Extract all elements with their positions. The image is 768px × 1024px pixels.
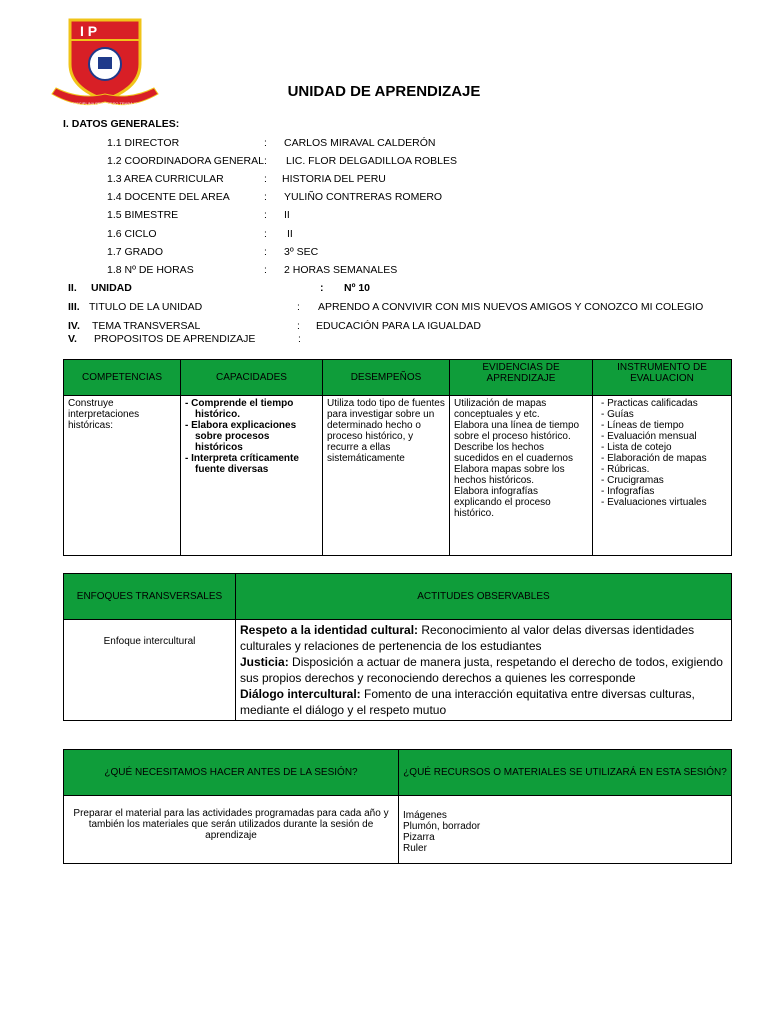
datos-label: 1.7 GRADO <box>107 246 164 258</box>
header-enfoques: ENFOQUES TRANSVERSALES <box>64 574 236 620</box>
section-num: IV. <box>68 320 80 332</box>
cell-competencia: Construye interpretaciones históricas: <box>64 396 181 556</box>
list-item: - Elabora explicaciones sobre procesos históricos <box>185 420 318 453</box>
list-item: - Guías <box>597 409 727 420</box>
datos-label: 1.6 CICLO <box>107 228 157 240</box>
section-titulo <box>68 301 718 315</box>
section-colon: : <box>320 282 324 294</box>
datos-label: 1.2 COORDINADORA GENERAL <box>107 155 264 167</box>
datos-label: 1.4 DOCENTE DEL AREA <box>107 191 230 203</box>
section-colon: : <box>297 320 300 332</box>
section-num: II. <box>68 282 77 294</box>
list-item: - Lista de cotejo <box>597 442 727 453</box>
datos-row <box>107 191 707 205</box>
actitud-item <box>240 686 727 718</box>
section-num: III. <box>68 301 80 313</box>
header-instrumento: INSTRUMENTO DE EVALUACION <box>593 360 732 396</box>
actitud-term: Respeto a la identidad cultural: <box>240 623 419 637</box>
list-item: - Infografías <box>597 486 727 497</box>
logo-letters: I P <box>80 23 98 39</box>
list-item: - Practicas calificadas <box>597 398 727 409</box>
datos-value: II <box>284 209 290 221</box>
logo-motto: DISCIPLINA PROGRESO TRABAJO <box>72 101 138 106</box>
actitud-term: Justicia: <box>240 655 289 669</box>
datos-value: 3º SEC <box>284 246 319 258</box>
cell-capacidades <box>181 396 323 556</box>
datos-value: YULIÑO CONTRERAS ROMERO <box>284 191 443 203</box>
datos-colon: : <box>264 191 267 203</box>
datos-row <box>107 228 707 242</box>
header-antes: ¿QUÉ NECESITAMOS HACER ANTES DE LA SESIÓN? <box>64 750 399 796</box>
cell-evidencias <box>450 396 593 556</box>
datos-row <box>107 173 707 187</box>
section-value: Nº 10 <box>344 282 371 294</box>
actitud-text: Fomento de una interacción equitativa entre diversas culturas, mediante el diálogo y el respeto mutuo <box>240 687 695 717</box>
section-colon: : <box>297 301 300 313</box>
list-item: Elabora infografías explicando el proceso histórico. <box>454 486 551 519</box>
datos-value: LIC. FLOR DELGADILLOA ROBLES <box>286 155 457 167</box>
sesion-table <box>63 749 732 864</box>
list-item: - Evaluación mensual <box>597 431 727 442</box>
enfoques-table <box>63 573 732 721</box>
section-value: EDUCACIÓN PARA LA IGUALDAD <box>316 320 481 332</box>
list-item: - Líneas de tiempo <box>597 420 727 431</box>
list-item: Ruler <box>403 843 427 854</box>
actitud-term: Diálogo intercultural: <box>240 687 361 701</box>
section-value: APRENDO A CONVIVIR CON MIS NUEVOS AMIGOS Y CONOZCO MI COLEGIO <box>318 301 704 313</box>
section-label: PROPOSITOS DE APRENDIZAJE <box>94 333 256 345</box>
section-tema <box>68 320 718 334</box>
datos-colon: : <box>264 228 267 240</box>
list-item: - Comprende el tiempo histórico. <box>185 398 318 420</box>
actitud-text: Disposición a actuar de manera justa, respetando el derecho de todos, exigiendo sus propios derechos y reconociendo derechos a quienes les corresponde <box>240 655 723 685</box>
cell-enfoque: Enfoque intercultural <box>64 620 236 721</box>
header-capacidades: CAPACIDADES <box>181 360 323 396</box>
datos-row <box>107 137 707 151</box>
datos-value: II <box>287 228 293 240</box>
datos-colon: : <box>264 137 267 149</box>
list-item: Describe los hechos sucedidos en el cuadernos <box>454 442 573 464</box>
list-item: Elabora mapas sobre los hechos históricos. <box>454 464 565 486</box>
datos-value: CARLOS MIRAVAL CALDERÓN <box>284 137 436 149</box>
datos-label: 1.1 DIRECTOR <box>107 137 180 149</box>
propositos-table <box>63 359 732 556</box>
datos-row <box>107 264 707 278</box>
header-evidencias: EVIDENCIAS DE APRENDIZAJE <box>450 360 593 396</box>
list-item: - Crucigramas <box>597 475 727 486</box>
datos-colon: : <box>264 209 267 221</box>
list-item: Utilización de mapas conceptuales y etc. <box>454 398 547 420</box>
list-item: Plumón, borrador <box>403 821 481 832</box>
header-actitudes: ACTITUDES OBSERVABLES <box>236 574 732 620</box>
list-item: Imágenes <box>403 810 447 821</box>
list-item: Pizarra <box>403 832 435 843</box>
section-colon: : <box>298 333 301 345</box>
datos-row <box>107 155 707 169</box>
datos-row <box>107 209 707 223</box>
section-label: TEMA TRANSVERSAL <box>92 320 201 332</box>
datos-value: 2 HORAS SEMANALES <box>284 264 398 276</box>
list-item: - Interpreta críticamente fuente diversas <box>185 453 318 475</box>
header-desempenos: DESEMPEÑOS <box>323 360 450 396</box>
datos-colon: : <box>264 155 267 167</box>
list-item: - Rúbricas. <box>597 464 727 475</box>
datos-colon: : <box>264 246 267 258</box>
cell-antes: Preparar el material para las actividades programadas para cada año y también los materiales que serán utilizados durante la sesión de aprendizaje <box>64 796 399 864</box>
datos-label: 1.8 Nº DE HORAS <box>107 264 194 276</box>
cell-instrumentos <box>593 396 732 556</box>
datos-heading: I. DATOS GENERALES: <box>63 118 180 130</box>
section-label: UNIDAD <box>91 282 132 294</box>
section-unidad <box>68 282 718 296</box>
section-propositos <box>68 333 718 347</box>
page-title: UNIDAD DE APRENDIZAJE <box>287 83 481 100</box>
datos-label: 1.5 BIMESTRE <box>107 209 179 221</box>
datos-label: 1.3 AREA CURRICULAR <box>107 173 224 185</box>
datos-row <box>107 246 707 260</box>
list-item: - Elaboración de mapas <box>597 453 727 464</box>
datos-colon: : <box>264 173 267 185</box>
actitud-text: Reconocimiento al valor delas diversas identidades culturales y relaciones de pertenencia de los estudiantes <box>240 623 695 653</box>
actitud-item <box>240 654 727 686</box>
list-item: - Evaluaciones virtuales <box>597 497 727 508</box>
list-item: Elabora una línea de tiempo sobre el proceso histórico. <box>454 420 580 442</box>
header-competencias: COMPETENCIAS <box>64 360 181 396</box>
cell-actitudes <box>236 620 732 721</box>
cell-desempeno: Utiliza todo tipo de fuentes para investigar sobre un determinado hecho o proceso histórico, y recurre a ellas sistemáticamente <box>323 396 450 556</box>
datos-colon: : <box>264 264 267 276</box>
header-recursos: ¿QUÉ RECURSOS O MATERIALES SE UTILIZARÁ EN ESTA SESIÓN? <box>399 750 732 796</box>
section-num: V. <box>68 333 77 345</box>
datos-value: HISTORIA DEL PERU <box>282 173 386 185</box>
section-label: TITULO DE LA UNIDAD <box>89 301 203 313</box>
cell-recursos <box>399 796 732 864</box>
actitud-item <box>240 622 727 654</box>
